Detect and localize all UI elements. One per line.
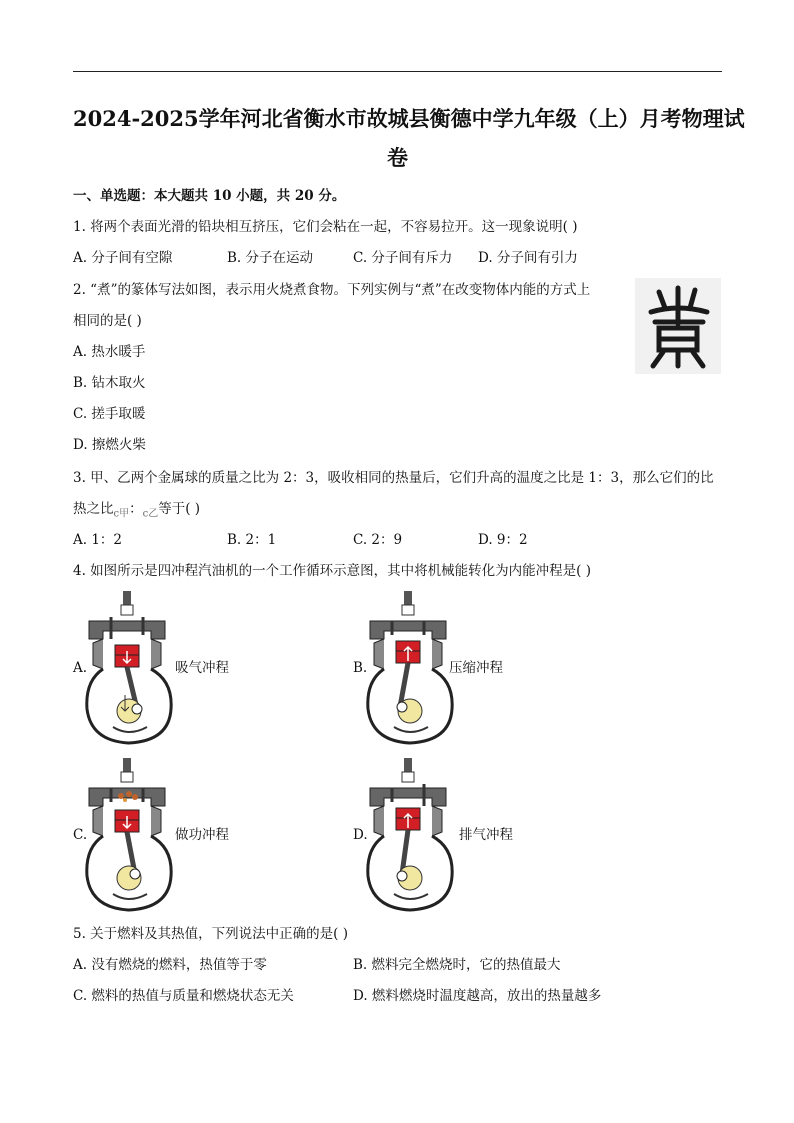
question-3-stem-line-1: 3. 甲、乙两个金属球的质量之比为 2：3，吸收相同的热量后，它们升高的温度之比是 1：3，那么它们的比 — [73, 470, 714, 486]
question-4-option-a-label: 吸气冲程 — [175, 660, 229, 676]
question-2-stem-line-2: 相同的是( ) — [73, 313, 142, 329]
question-4-option-b-label: 压缩冲程 — [449, 660, 503, 676]
ratio-separator: ： — [129, 501, 143, 517]
question-5-option-c: C. 燃料的热值与质量和燃烧状态无关 — [73, 988, 294, 1004]
question-5-option-b: B. 燃料完全燃烧时，它的热值最大 — [353, 957, 561, 973]
question-1-stem: 1. 将两个表面光滑的铅块相互挤压，它们会粘在一起，不容易拉开。这一现象说明( ) — [73, 219, 578, 235]
question-4-option-b-letter: B. — [353, 660, 368, 676]
engine-intake-stroke-diagram — [85, 591, 173, 747]
question-3-option-c: C. 2：9 — [353, 532, 403, 548]
section-heading: 一、单选题：本大题共 10 小题，共 20 分。 — [73, 188, 346, 204]
header-rule — [73, 71, 722, 72]
question-1-option-c: C. 分子间有斥力 — [353, 250, 453, 266]
question-1-option-d: D. 分子间有引力 — [478, 250, 578, 266]
question-4-option-c-label: 做功冲程 — [175, 827, 229, 843]
engine-compression-stroke-diagram — [366, 591, 454, 747]
question-2-option-b: B. 钻木取火 — [73, 375, 146, 391]
question-4-option-a-letter: A. — [73, 660, 88, 676]
question-1-option-a: A. 分子间有空隙 — [73, 250, 173, 266]
question-3-option-d: D. 9：2 — [478, 532, 528, 548]
question-3-stem-suffix: 等于( ) — [158, 501, 201, 517]
engine-exhaust-stroke-diagram — [366, 758, 454, 914]
question-2-option-d: D. 擦燃火柴 — [73, 437, 146, 453]
question-4-option-d-letter: D. — [353, 827, 368, 843]
question-3-option-b: B. 2：1 — [227, 532, 277, 548]
question-2-option-a: A. 热水暖手 — [73, 344, 146, 360]
question-3-option-a: A. 1：2 — [73, 532, 123, 548]
question-3-stem-line-2 — [73, 499, 200, 525]
question-4-option-c-letter: C. — [73, 827, 88, 843]
question-2-option-c: C. 搓手取暖 — [73, 406, 146, 422]
question-5-stem: 5. 关于燃料及其热值，下列说法中正确的是( ) — [73, 926, 348, 942]
seal-script-zhu-image — [635, 278, 721, 374]
specific-heat-jia: c甲 — [113, 508, 130, 520]
question-4-option-d-label: 排气冲程 — [459, 827, 513, 843]
question-1-option-b: B. 分子在运动 — [227, 250, 314, 266]
exam-title-line-2: 卷 — [387, 145, 408, 170]
question-3-stem-prefix: 热之比 — [73, 501, 114, 517]
question-5-option-d: D. 燃料燃烧时温度越高，放出的热量越多 — [353, 988, 602, 1004]
question-5-option-a: A. 没有燃烧的燃料，热值等于零 — [73, 957, 267, 973]
exam-title-line-1: 2024-2025学年河北省衡水市故城县衡德中学九年级（上）月考物理试 — [73, 106, 745, 131]
engine-power-stroke-diagram — [85, 758, 173, 914]
question-2-stem-line-1: 2. “煮”的篆体写法如图，表示用火烧煮食物。下列实例与“煮”在改变物体内能的方式上 — [73, 282, 591, 298]
specific-heat-yi: c乙 — [142, 508, 159, 520]
question-4-stem: 4. 如图所示是四冲程汽油机的一个工作循环示意图，其中将机械能转化为内能冲程是( ) — [73, 563, 591, 579]
